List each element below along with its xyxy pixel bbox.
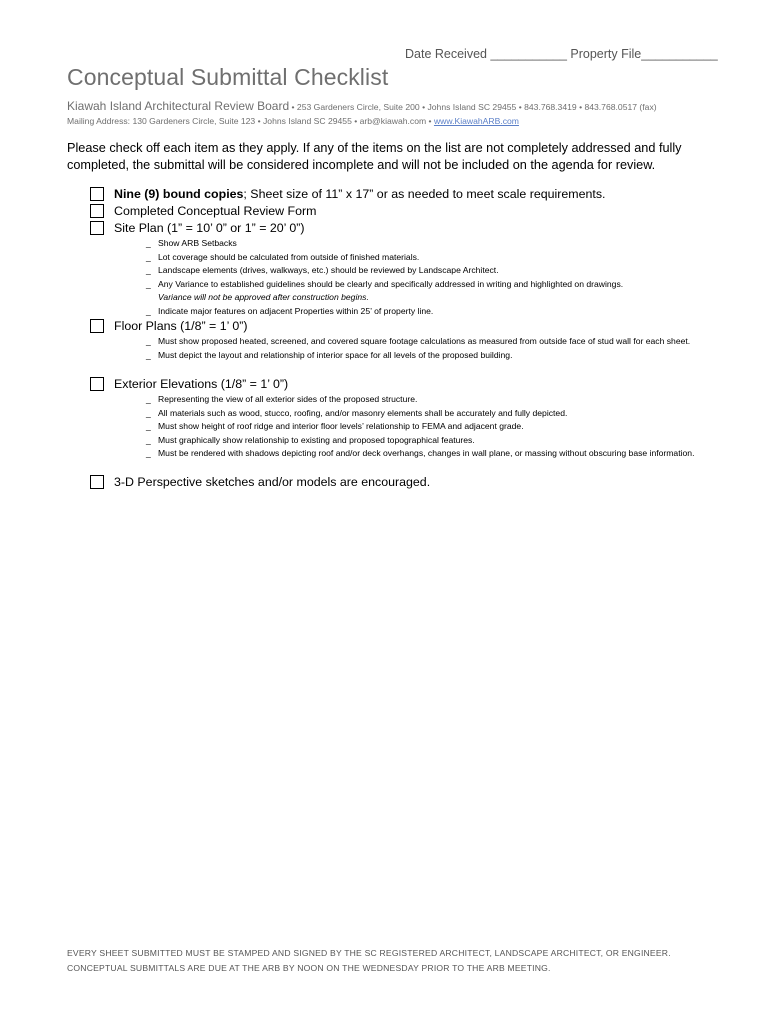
list-item: Must show proposed heated, screened, and covered square footage calculations as measured from outside face of stud wall for each sheet. xyxy=(158,336,691,346)
checklist-item-3d-perspective xyxy=(90,475,430,489)
checklist-item-bound-copies xyxy=(90,187,605,201)
checklist-item-site-plan xyxy=(90,221,305,235)
board-name: Kiawah Island Architectural Review Board xyxy=(67,99,290,113)
checkbox[interactable] xyxy=(90,377,104,391)
list-item: Must depict the layout and relationship of interior space for all levels of the proposed building. xyxy=(158,349,513,360)
list-item: Representing the view of all exterior sides of the proposed structure. xyxy=(158,394,418,404)
list-item: Any Variance to established guidelines should be clearly and specifically addressed in writing and highlighted on drawings. xyxy=(158,278,624,289)
board-info-line xyxy=(67,99,657,113)
page-title: Conceptual Submittal Checklist xyxy=(67,64,389,90)
list-item: Must be rendered with shadows depicting roof and/or deck overhangs, changes in wall plane, or massing without obscuring base information. xyxy=(158,448,695,458)
date-received-property-file: Date Received ___________ Property File___________ xyxy=(405,47,718,61)
checkbox[interactable] xyxy=(90,221,104,235)
item-label: ; Sheet size of 11” x 17” or as needed to meet scale requirements. xyxy=(243,187,606,201)
checkbox[interactable] xyxy=(90,475,104,489)
board-address: • 253 Gardeners Circle, Suite 200 • Johns Island SC 29455 • 843.768.3419 • 843.768.0517 (fax) xyxy=(289,102,657,112)
list-item: Indicate major features on adjacent Properties within 25’ of property line. xyxy=(158,305,434,316)
footer-notice xyxy=(67,946,671,976)
website-link[interactable]: www.KiawahARB.com xyxy=(433,116,519,126)
list-item-note: Variance will not be approved after construction begins. xyxy=(158,292,369,302)
checkbox[interactable] xyxy=(90,319,104,333)
item-label: Site Plan (1” = 10’ 0” or 1” = 20’ 0”) xyxy=(114,221,305,235)
list-item: Must show height of roof ridge and interior floor levels’ relationship to FEMA and adjacent grade. xyxy=(158,421,524,431)
list-item: Show ARB Setbacks xyxy=(158,238,237,248)
instructions: Please check off each item as they apply. If any of the items on the list are not completely addressed and fully completed, the submittal will be considered incomplete and will not be included on the agenda for review. xyxy=(67,141,682,172)
list-item: All materials such as wood, stucco, roofing, and/or masonry elements shall be accurately and fully depicted. xyxy=(158,407,568,418)
mailing-address: Mailing Address: 130 Gardeners Circle, Suite 123 • Johns Island SC 29455 • arb@kiawah.com • xyxy=(67,116,434,126)
elevation-requirements: _ Representing the view of all exterior sides of the proposed structure. _ All materials such as wood, stucco, roofing, and/or masonry elements shall be accurately and fully depicted. _ Must show height of roof ridge and interior floor levels’ relationship to FEMA and adjacent grade. _ Must graphically show relationship to existing and proposed topographical features. _ Must be rendered with shadows depicting roof and/or deck overhangs, changes in wall plane, or massing without obscuring base information. xyxy=(146,393,706,461)
footer-line: CONCEPTUAL SUBMITTALS ARE DUE AT THE ARB BY NOON ON THE WEDNESDAY PRIOR TO THE ARB MEETING. xyxy=(67,963,551,973)
checklist-item-review-form xyxy=(90,204,316,218)
mailing-address-line xyxy=(67,116,519,126)
list-item: Must graphically show relationship to existing and proposed topographical features. xyxy=(158,434,475,445)
checklist-item-floor-plans xyxy=(90,319,247,333)
checklist-item-exterior-elevations xyxy=(90,377,288,391)
item-label-bold: Nine (9) bound copies xyxy=(114,187,244,201)
site-plan-requirements: _ Show ARB Setbacks _ Lot coverage should be calculated from outside of finished materials. _ Landscape elements (drives, walkways, etc.) should be reviewed by Landscape Architect. _ Any Variance to established guidelines should be clearly and specifically addressed in writing and highlighted on drawings. Variance will not be approved after construction begins. _ Indicate major features on adjacent Properties within 25’ of property line. xyxy=(146,237,706,318)
item-label: Floor Plans (1/8” = 1’ 0”) xyxy=(114,319,248,333)
floor-plan-requirements: _ Must show proposed heated, screened, and covered square footage calculations as measured from outside face of stud wall for each sheet. _ Must depict the layout and relationship of interior space for all levels of the proposed building. xyxy=(146,335,706,362)
item-label: 3-D Perspective sketches and/or models are encouraged. xyxy=(114,475,431,489)
list-item: Landscape elements (drives, walkways, etc.) should be reviewed by Landscape Architect. xyxy=(158,265,499,275)
checkbox[interactable] xyxy=(90,187,104,201)
item-label: Completed Conceptual Review Form xyxy=(114,204,317,218)
item-label: Exterior Elevations (1/8” = 1’ 0”) xyxy=(114,377,289,391)
list-item: Lot coverage should be calculated from outside of finished materials. xyxy=(158,251,420,262)
checkbox[interactable] xyxy=(90,204,104,218)
footer-line: EVERY SHEET SUBMITTED MUST BE STAMPED AND SIGNED BY THE SC REGISTERED ARCHITECT, LANDSCAPE ARCHITECT, OR ENGINEER. xyxy=(67,948,671,958)
